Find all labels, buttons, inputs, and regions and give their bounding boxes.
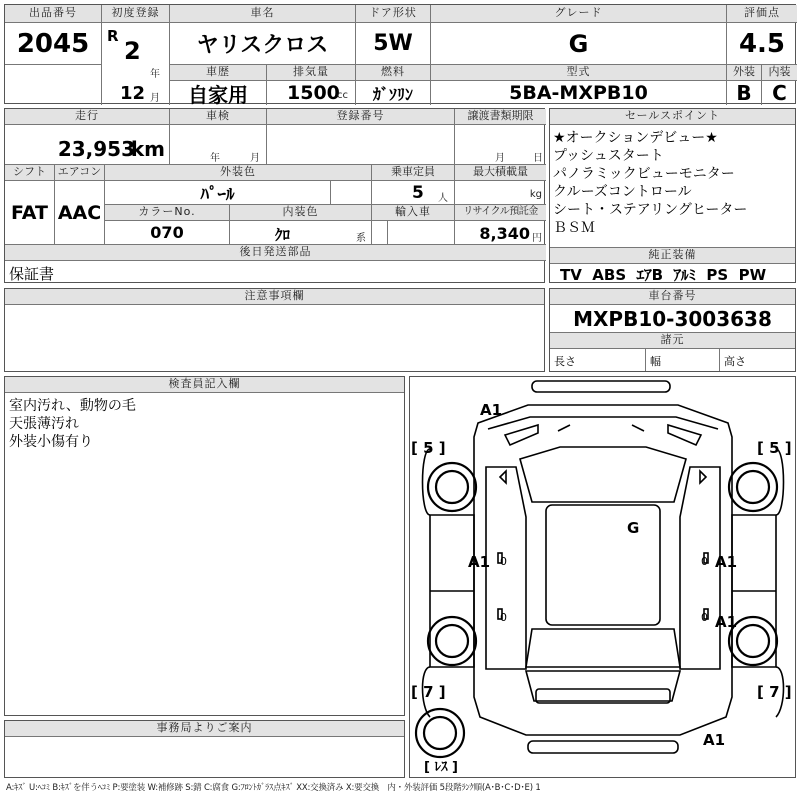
headlight-right xyxy=(668,425,701,445)
max-load-cell xyxy=(455,181,546,205)
mirror-left xyxy=(500,471,506,483)
vents xyxy=(558,425,644,431)
inspector-note: 外装小傷有り xyxy=(9,434,93,450)
rear-bumper xyxy=(528,741,678,753)
int-color: ｸﾛ xyxy=(275,226,291,244)
deadline-day-unit: 日 xyxy=(533,153,543,164)
deadline-month-unit: 月 xyxy=(495,153,505,164)
inspection-month-unit: 月 xyxy=(250,153,260,164)
spare-tire-inner xyxy=(424,717,456,749)
inspector-label: 検査員記入欄 xyxy=(5,377,404,393)
sales-point: シート・ステアリングヒーター xyxy=(553,202,748,218)
registration-label: 登録番号 xyxy=(267,109,455,125)
ext-color-extra xyxy=(331,181,372,205)
grade-label: グレード xyxy=(431,5,727,23)
ext-color-label: 外装色 xyxy=(105,165,372,181)
tire-rr-depth: [ 7 ] xyxy=(757,683,792,701)
spec-width: 幅 xyxy=(646,349,720,371)
capacity-cell xyxy=(372,181,455,205)
tire-fl-depth: [ 5 ] xyxy=(411,439,446,457)
year-unit: 年 xyxy=(150,69,160,80)
car-diagram-svg xyxy=(410,377,795,777)
trunk xyxy=(526,671,680,701)
sales-points-label: セールスポイント xyxy=(550,109,795,125)
mark-front: A1 xyxy=(480,401,503,419)
mark-right-rear-door: A1 xyxy=(715,613,738,631)
rear-window xyxy=(526,629,680,667)
transfer-deadline-cell xyxy=(455,125,546,165)
mark-roof: G xyxy=(627,519,640,537)
registration-cell xyxy=(267,125,455,165)
recycle-unit: 円 xyxy=(532,233,542,244)
legend: A:ｷｽﾞ U:ﾍｺﾐ B:ｷｽﾞを伴うﾍｺﾐ P:要塗装 W:補修跡 S:錆 C:腐食 G:ﾌﾛﾝﾄｶﾞﾗｽ点ｷｽﾞ XX:交換済み X:要交換 内・外装評価 5段階ﾗﾝｸ順(A･B･C･D･E) 1 xyxy=(6,783,541,793)
mark-rear: A1 xyxy=(703,731,726,749)
body-outline xyxy=(474,405,732,735)
displacement-unit: cc xyxy=(337,90,348,101)
displacement-cell xyxy=(267,81,356,105)
transfer-deadline-label: 譲渡書類期限 xyxy=(455,109,546,125)
lot-number: 2045 xyxy=(5,23,102,65)
front-bumper xyxy=(532,381,670,392)
mileage: 23,953 xyxy=(57,137,135,161)
tire-rl-depth: [ 7 ] xyxy=(411,683,446,701)
first-reg-label: 初度登録 xyxy=(102,5,170,23)
exterior-grade: B xyxy=(727,81,762,105)
specs-label: 諸元 xyxy=(550,333,795,349)
tire-fr-depth: [ 5 ] xyxy=(757,439,792,457)
max-load-label: 最大積載量 xyxy=(455,165,546,181)
car-diagram xyxy=(409,376,796,778)
import-cell xyxy=(388,221,455,245)
front-panel xyxy=(488,417,718,429)
mark-left-front-door: A1 xyxy=(468,553,491,571)
later-parts: 保証書 xyxy=(9,265,55,283)
door-type: 5W xyxy=(356,23,431,65)
left-pillar-area xyxy=(486,467,526,669)
sales-point: ★オークションデビュー★ xyxy=(553,130,718,146)
sales-points-block xyxy=(549,108,796,283)
aircon: AAC xyxy=(55,181,105,245)
inspector-block xyxy=(4,376,405,716)
recycle: 8,340 xyxy=(479,224,530,243)
grade: G xyxy=(431,23,727,65)
recycle-cell xyxy=(455,221,546,245)
mileage-unit: km xyxy=(130,137,165,161)
chassis-label: 車台番号 xyxy=(550,289,795,305)
import-label: 輸入車 xyxy=(372,205,455,221)
tire-front-right-inner xyxy=(737,471,769,503)
tire-rear-left-inner xyxy=(436,625,468,657)
sales-point: クルーズコントロール xyxy=(553,184,692,200)
spare-tire-label: [ ﾚｽ ] xyxy=(424,760,458,775)
displacement-label: 排気量 xyxy=(267,65,356,81)
capacity: 5 xyxy=(412,183,424,203)
import-check xyxy=(372,221,388,245)
details-block xyxy=(4,108,545,283)
sales-point: プッシュスタート xyxy=(553,148,664,164)
first-reg-cell xyxy=(102,23,170,105)
history-label: 車歴 xyxy=(170,65,267,81)
recycle-label: リサイクル預託金 xyxy=(455,205,546,221)
windshield xyxy=(520,447,686,502)
color-no-label: カラーNo. xyxy=(105,205,230,221)
equipment-label: 純正装備 xyxy=(550,248,795,264)
shift: FAT xyxy=(5,181,55,245)
door-label: ドア形状 xyxy=(356,5,431,23)
exterior-label: 外装 xyxy=(727,65,762,81)
first-reg-month: 12 xyxy=(120,83,146,104)
month-unit: 月 xyxy=(150,93,160,104)
tire-front-left-inner xyxy=(436,471,468,503)
int-color-unit: 系 xyxy=(356,233,366,244)
score-label: 評価点 xyxy=(727,5,797,23)
office-block xyxy=(4,720,405,778)
mileage-cell xyxy=(5,125,170,165)
inspection-label: 車検 xyxy=(170,109,267,125)
tire-rear-right-inner xyxy=(737,625,769,657)
mileage-label: 走行 xyxy=(5,109,170,125)
header-block xyxy=(4,4,796,104)
capacity-label: 乗車定員 xyxy=(372,165,455,181)
inspector-notes xyxy=(9,397,136,451)
int-color-cell xyxy=(230,221,372,245)
caution-label: 注意事項欄 xyxy=(5,289,544,305)
office-label: 事務局よりご案内 xyxy=(5,721,404,737)
equipment: TV ABS ｴｱB ｱﾙﾐ PS PW xyxy=(560,265,767,284)
inspection-year-unit: 年 xyxy=(210,153,220,164)
displacement: 1500 xyxy=(287,82,340,104)
zero-lf: 0 xyxy=(500,555,507,568)
spec-height: 高さ xyxy=(724,355,746,368)
color-no: 070 xyxy=(105,221,230,245)
inspector-note: 天張薄汚れ xyxy=(9,416,79,432)
spec-length: 長さ xyxy=(550,349,646,371)
mark-right-front-door: A1 xyxy=(715,553,738,571)
era: R xyxy=(107,27,119,45)
roof xyxy=(546,505,660,625)
model-label: 型式 xyxy=(431,65,727,81)
sales-point: パノラミックビューモニター xyxy=(553,166,735,182)
zero-rr: 0 xyxy=(701,611,708,624)
capacity-unit: 人 xyxy=(438,193,448,204)
headlight-left xyxy=(505,425,538,445)
lot-blank xyxy=(5,65,102,105)
chassis-block xyxy=(549,288,796,372)
aircon-label: エアコン xyxy=(55,165,105,181)
first-reg-year: 2 xyxy=(124,37,141,65)
interior-grade: C xyxy=(772,81,787,105)
sales-points-list xyxy=(550,125,795,248)
caution-block xyxy=(4,288,545,372)
inspector-note: 室内汚れ、動物の毛 xyxy=(9,398,136,414)
model: 5BA-MXPB10 xyxy=(431,81,727,105)
shift-label: シフト xyxy=(5,165,55,181)
mirror-right xyxy=(700,471,706,483)
car-name-label: 車名 xyxy=(170,5,356,23)
zero-lr: 0 xyxy=(500,611,507,624)
car-name: ヤリスクロス xyxy=(170,23,356,65)
max-load-unit: kg xyxy=(529,189,542,200)
inspection-cell xyxy=(170,125,267,165)
ext-color: ﾊﾟｰﾙ xyxy=(105,181,331,205)
interior-label: 内装 xyxy=(762,65,797,81)
zero-rf: 0 xyxy=(701,555,708,568)
chassis-number: MXPB10-3003638 xyxy=(550,305,795,333)
right-pillar-area xyxy=(680,467,720,669)
sales-point: ＢＳＭ xyxy=(553,220,595,236)
lot-label: 出品番号 xyxy=(5,5,102,23)
score-value: 4.5 xyxy=(727,23,797,65)
later-parts-label: 後日発送部品 xyxy=(5,245,546,261)
int-color-label: 内装色 xyxy=(230,205,372,221)
fuel-label: 燃料 xyxy=(356,65,431,81)
history: 自家用 xyxy=(170,81,267,105)
fuel: ｶﾞｿﾘﾝ xyxy=(356,81,431,105)
